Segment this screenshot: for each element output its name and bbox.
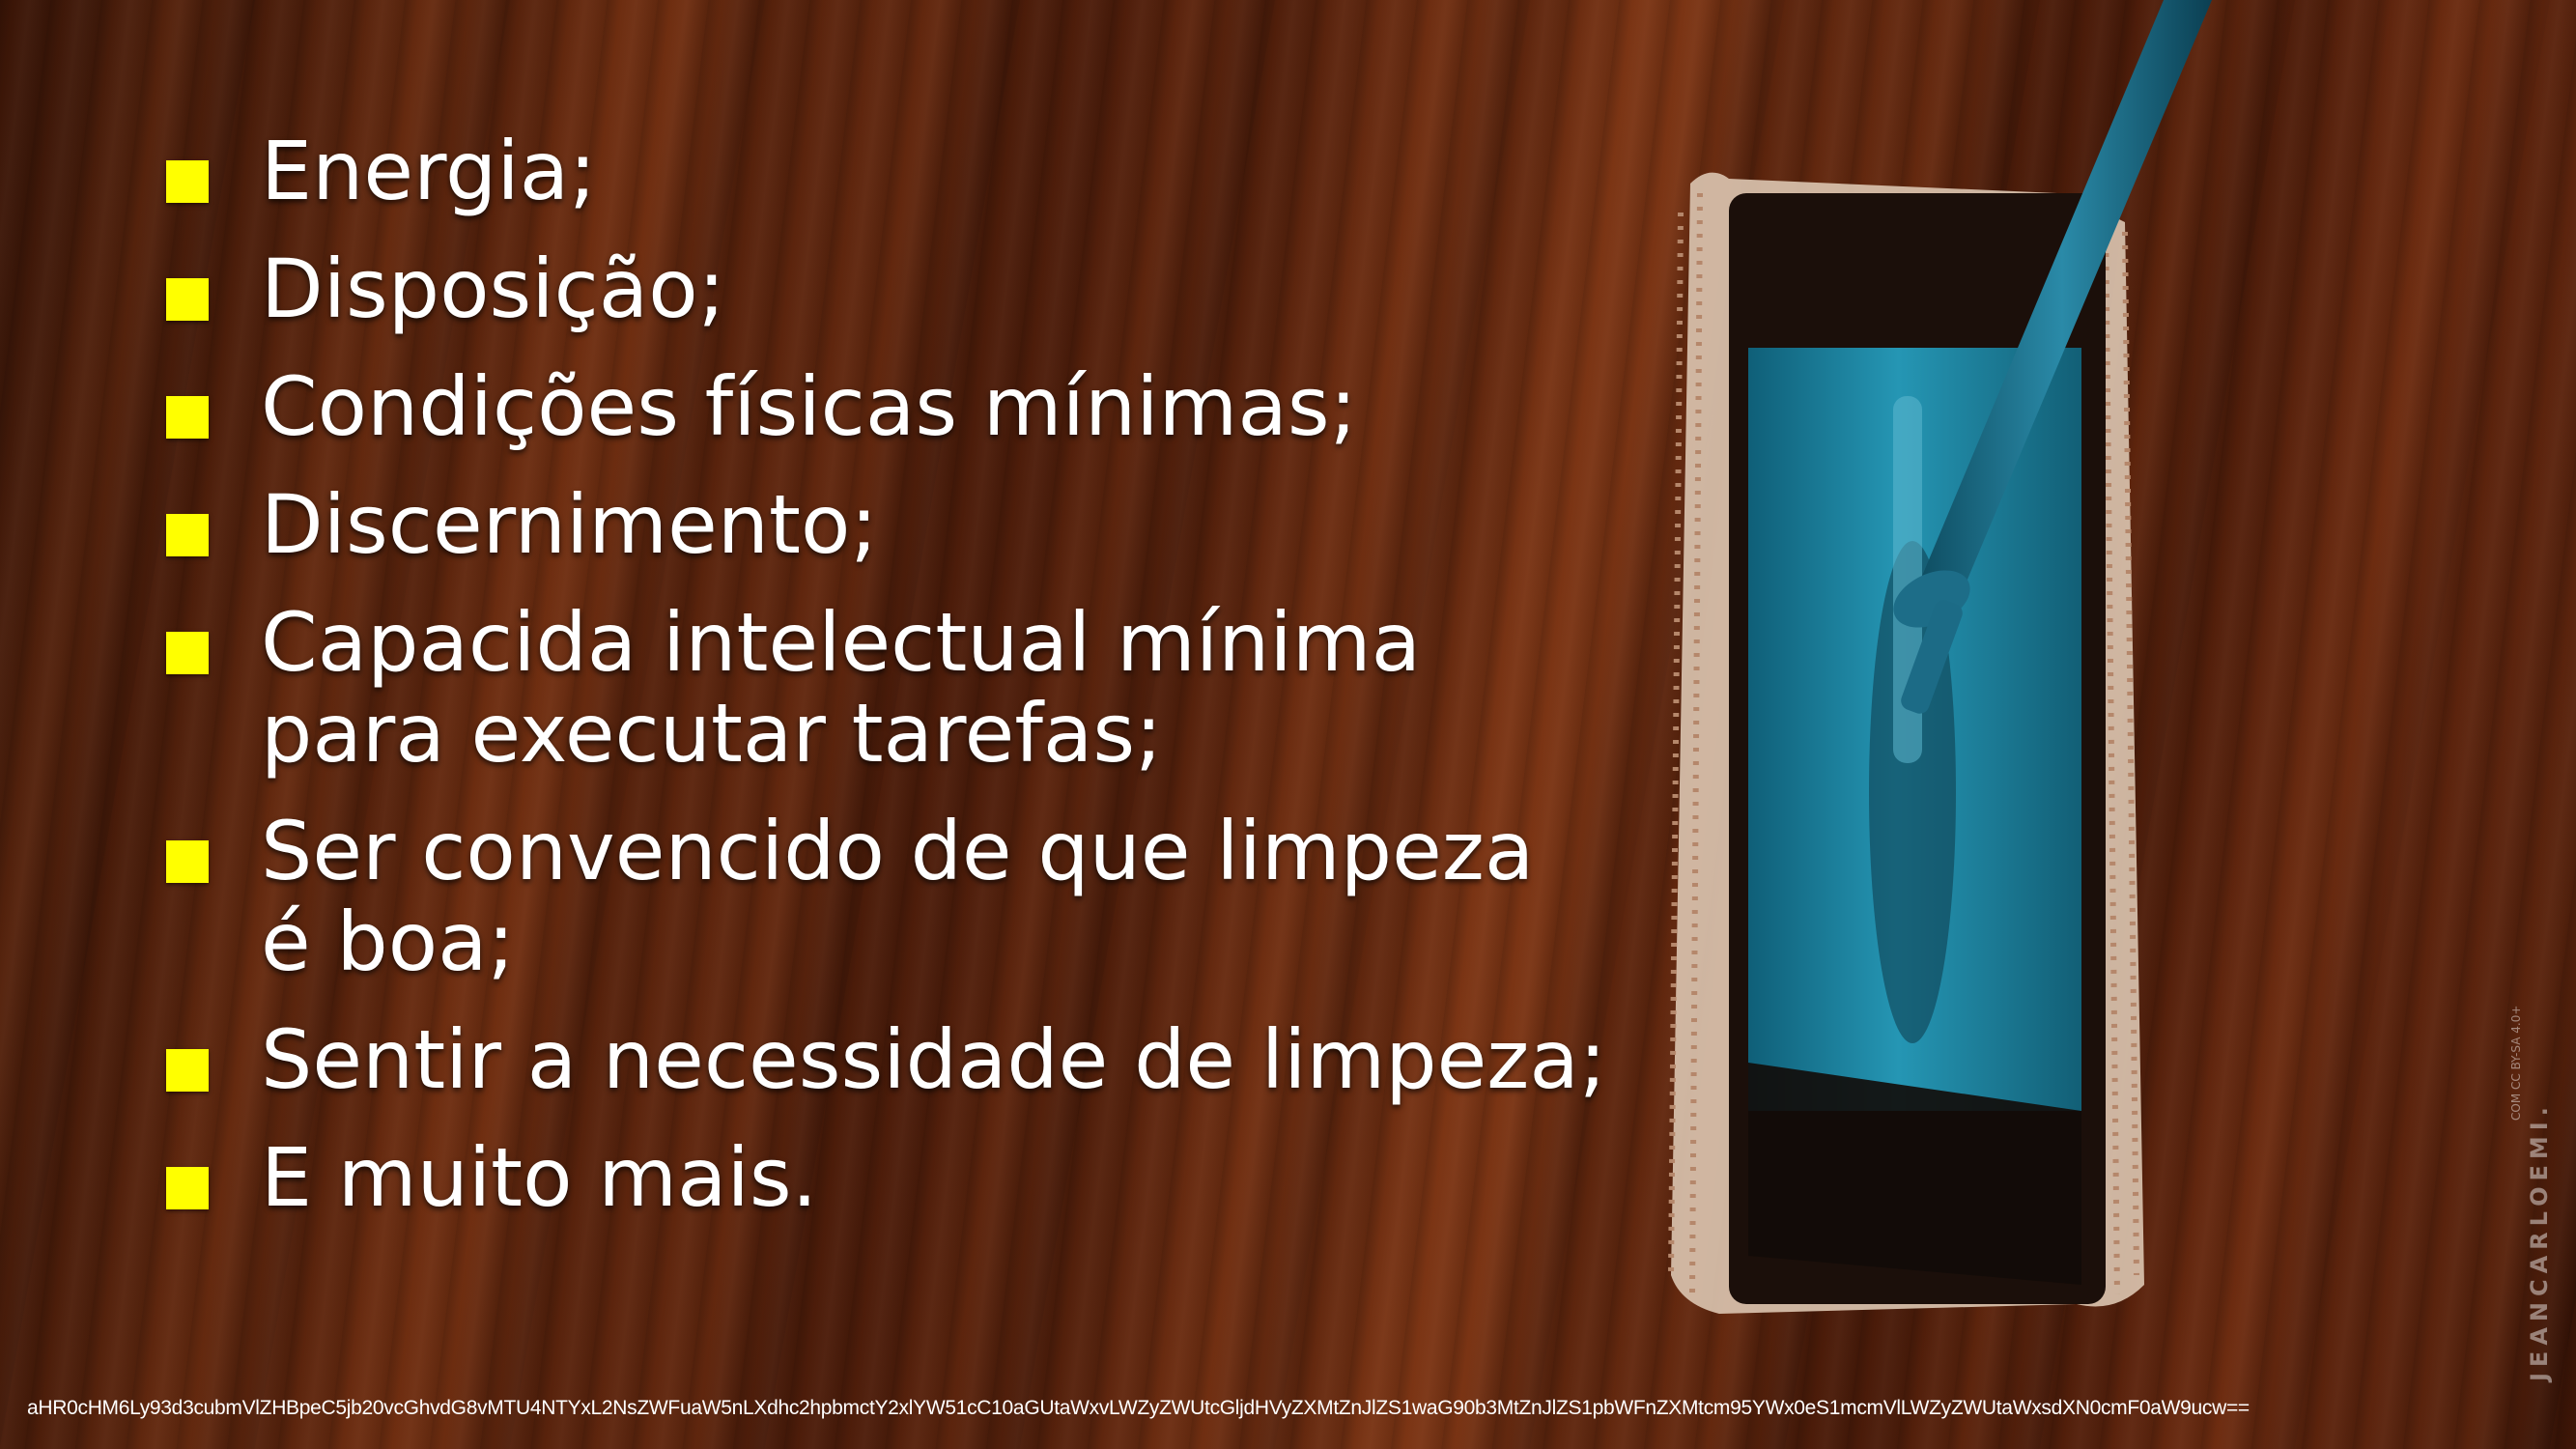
bullet-text: Discernimento;: [261, 477, 878, 572]
bullet-text: Capacida intelectual mínima para executar tarefas;: [261, 595, 1422, 781]
bullet-item: [164, 806, 1555, 987]
bullet-square-icon: [166, 1167, 209, 1209]
bullet-item: [164, 243, 1613, 334]
bullet-square-icon: [166, 1049, 209, 1092]
bullet-text: Condições físicas mínimas;: [261, 359, 1357, 454]
bullet-text: Disposição;: [261, 242, 725, 336]
bullet-square-icon: [166, 396, 209, 439]
bullet-item: [164, 126, 1613, 216]
bullet-item: [164, 361, 1613, 452]
bullet-text: Sentir a necessidade de limpeza;: [261, 1012, 1607, 1107]
bullet-item: [164, 1132, 1613, 1223]
bullet-item: [164, 479, 1613, 570]
bullet-text: Energia;: [261, 124, 597, 218]
bullet-square-icon: [166, 160, 209, 203]
bullet-square-icon: [166, 632, 209, 674]
bullet-square-icon: [166, 514, 209, 556]
bullet-text: Ser convencido de que limpeza é boa;: [261, 804, 1535, 989]
bullet-item: [164, 597, 1555, 779]
bullet-square-icon: [166, 840, 209, 883]
license-watermark: COM CC BY-SA 4.0+: [2509, 1005, 2523, 1121]
bullet-item: [164, 1014, 1613, 1105]
author-watermark: JEANCARLOEMI.: [2526, 1101, 2553, 1381]
bullet-square-icon: [166, 278, 209, 321]
bullet-list: [164, 126, 1613, 1250]
encoded-source-string: aHR0cHM6Ly93d3cubmVlZHBpeC5jb20vcGhvdG8vMTU4NTYxL2NsZWFuaW5nLXdhc2hpbmctY2xlYW51cC10aGUtaWxvLWZyZWUtcGljdHVyZXMtZnJlZS1waG90b3MtZnJlZS1pbWFnZXMtcm95YWx0eS1mcmVlLWZyZWUtaWxsdXN0cmF0aW9ucw==: [27, 1397, 2250, 1419]
bullet-text: E muito mais.: [261, 1130, 818, 1225]
mop-image: [1642, 0, 2222, 1372]
